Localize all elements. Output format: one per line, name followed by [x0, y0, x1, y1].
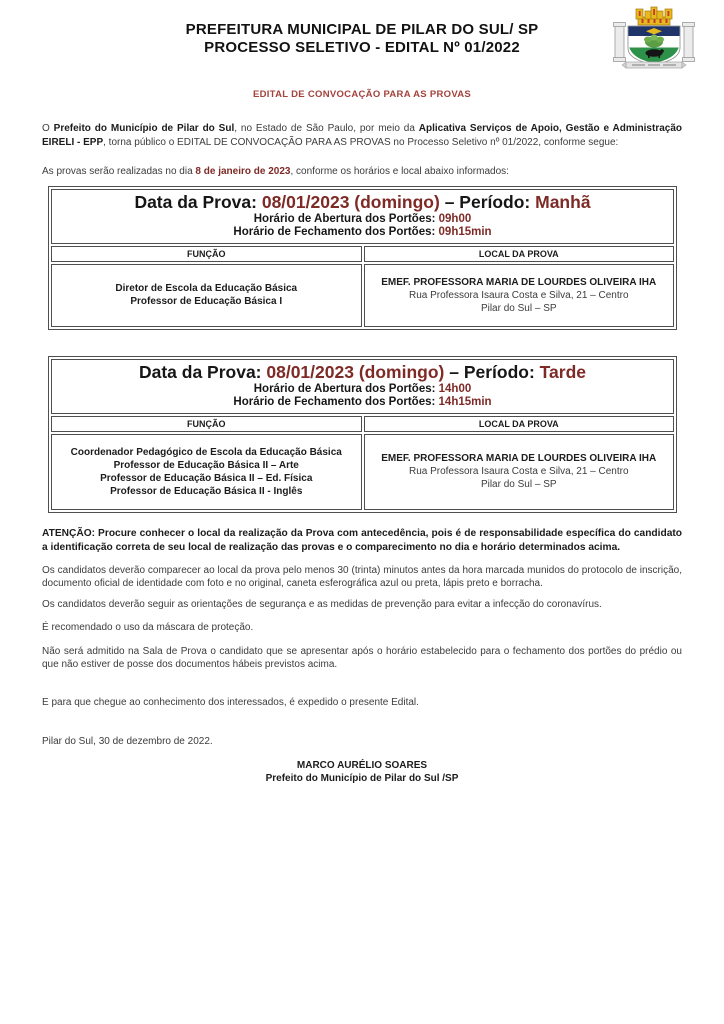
- funcao-item: Professor de Educação Básica II – Arte: [113, 459, 299, 471]
- table-row: [51, 416, 674, 432]
- table-row: [51, 434, 674, 510]
- mask-paragraph: É recomendado o uso da máscara de proteção.: [42, 622, 254, 633]
- prova-manha-header-cell: [51, 189, 674, 244]
- column-header-local: LOCAL DA PROVA: [364, 416, 675, 432]
- provas-date-text-2: , conforme os horários e local abaixo informados:: [290, 166, 509, 177]
- local-name: EMEF. PROFESSORA MARIA DE LOURDES OLIVEIRA IHA: [381, 276, 657, 288]
- local-name: EMEF. PROFESSORA MARIA DE LOURDES OLIVEIRA IHA: [381, 453, 657, 464]
- funcao-item: Professor de Educação Básica II – Ed. Física: [100, 472, 313, 484]
- closing-label: Horário de Fechamento dos Portões:: [233, 396, 439, 408]
- opening-value: 14h00: [438, 382, 472, 395]
- document-body: [42, 122, 682, 785]
- closing-value: 09h15min: [438, 226, 492, 238]
- table-row: [51, 359, 674, 414]
- prova-title-period: Tarde: [539, 361, 587, 382]
- prova-title-date: 08/01/2023 (domingo): [261, 191, 440, 212]
- intro-prefeito-bold: Prefeito do Município de Pilar do Sul: [53, 123, 235, 134]
- closing-label: Horário de Fechamento dos Portões:: [233, 226, 439, 238]
- provas-date-paragraph: [42, 165, 682, 179]
- funcao-item: Diretor de Escola da Educação Básica: [115, 283, 298, 294]
- funcao-item: Coordenador Pedagógico de Escola da Educação Básica: [70, 446, 342, 458]
- signature-block: [42, 759, 682, 785]
- prova-title-period: Manhã: [535, 191, 591, 212]
- prova-tarde-opening: [54, 383, 671, 397]
- safety-paragraph: Os candidatos deverão seguir as orientações de segurança e as medidas de prevenção para evitar a infecção do coronavírus.: [42, 598, 602, 610]
- local-cell-tarde: [364, 434, 675, 510]
- column-header-local: LOCAL DA PROVA: [364, 246, 675, 262]
- column-header-funcao: FUNÇÃO: [51, 246, 362, 262]
- funcao-cell-manha: [51, 264, 362, 327]
- prova-title-mid: – Período:: [444, 361, 540, 382]
- closing-value: 14h15min: [438, 396, 492, 408]
- prova-tarde-title: [54, 362, 671, 383]
- intro-empresa-bold: Aplicativa Serviços de Apoio, Gestão e Administração EIRELI - EPP: [42, 123, 682, 148]
- pilar-do-sul-coat-of-arms-icon: [612, 5, 696, 71]
- table-row: [51, 246, 674, 262]
- provas-date-value: 8 de janeiro de 2023: [195, 166, 291, 177]
- local-address-1: Rua Professora Isaura Costa e Silva, 21 – Centro: [408, 289, 629, 301]
- signature-name: MARCO AURÉLIO SOARES: [296, 759, 428, 771]
- prova-manha-closing: [54, 226, 671, 240]
- funcao-item: Professor de Educação Básica II - Inglês: [110, 485, 303, 497]
- prova-tarde-closing: [54, 396, 671, 410]
- provas-date-text-1: As provas serão realizadas no dia: [42, 166, 196, 177]
- intro-text-2: , no Estado de São Paulo, por meio da: [234, 123, 419, 134]
- local-address-2: Pilar do Sul – SP: [480, 479, 557, 490]
- local-address-1: Rua Professora Isaura Costa e Silva, 21 – Centro: [408, 466, 629, 477]
- attention-paragraph: ATENÇÃO: Procure conhecer o local da realização da Prova com antecedência, pois é de responsabilidade específica do candidato a identificação correta de seu local de realização das provas e o comparecimento no dia e horário determinados acima.: [42, 527, 682, 553]
- date-place-line: Pilar do Sul, 30 de dezembro de 2022.: [42, 736, 213, 747]
- prova-title-date: 08/01/2023 (domingo): [266, 361, 445, 382]
- opening-label: Horário de Abertura dos Portões:: [253, 382, 439, 395]
- prova-manha-title: [54, 192, 671, 213]
- prova-tarde-header-cell: [51, 359, 674, 414]
- intro-text-1: O: [42, 123, 54, 134]
- intro-text-3: , torna público o EDITAL DE CONVOCAÇÃO PARA AS PROVAS no Processo Seletivo nº 01/2022, conforme segue:: [103, 136, 619, 148]
- local-cell-manha: [364, 264, 675, 327]
- funcao-cell-tarde: [51, 434, 362, 510]
- prova-table-manha: [48, 186, 677, 330]
- opening-value: 09h00: [438, 212, 472, 225]
- signature-role: Prefeito do Município de Pilar do Sul /SP: [265, 772, 459, 784]
- prova-manha-opening: [54, 213, 671, 227]
- table-row: [51, 264, 674, 327]
- header-title-line1: PREFEITURA MUNICIPAL DE PILAR DO SUL/ SP: [185, 21, 539, 38]
- closing-paragraph: E para que chegue ao conhecimento dos interessados, é expedido o presente Edital.: [42, 696, 419, 708]
- prova-title-mid: – Período:: [439, 191, 536, 212]
- prova-title-prefix: Data da Prova:: [138, 361, 267, 382]
- crest-banner: [622, 62, 686, 68]
- intro-paragraph: [42, 122, 682, 149]
- table-row: [51, 189, 674, 244]
- local-address-2: Pilar do Sul – SP: [480, 302, 557, 314]
- prova-table-tarde: [48, 356, 677, 513]
- opening-label: Horário de Abertura dos Portões:: [253, 212, 439, 225]
- header-title-line2: PROCESSO SELETIVO - EDITAL Nº 01/2022: [204, 39, 520, 56]
- edital-subtitle: EDITAL DE CONVOCAÇÃO PARA AS PROVAS: [252, 89, 472, 100]
- attendance-paragraph: Os candidatos deverão comparecer ao local da prova pelo menos 30 (trinta) minutos antes da hora marcada munidos do protocolo de inscrição, documento oficial de identidade com foto e no original, caneta esferográfica azul ou preta, lápis preto e borracha.: [42, 564, 682, 589]
- funcao-item: Professor de Educação Básica I: [130, 296, 283, 307]
- late-admission-paragraph: Não será admitido na Sala de Prova o candidato que se apresentar após o horário estabelecido para o fechamento dos portões do prédio ou que não estiver de posse dos documentos hábeis previstos acima.: [42, 645, 682, 670]
- prova-title-prefix: Data da Prova:: [134, 191, 262, 212]
- column-header-funcao: FUNÇÃO: [51, 416, 362, 432]
